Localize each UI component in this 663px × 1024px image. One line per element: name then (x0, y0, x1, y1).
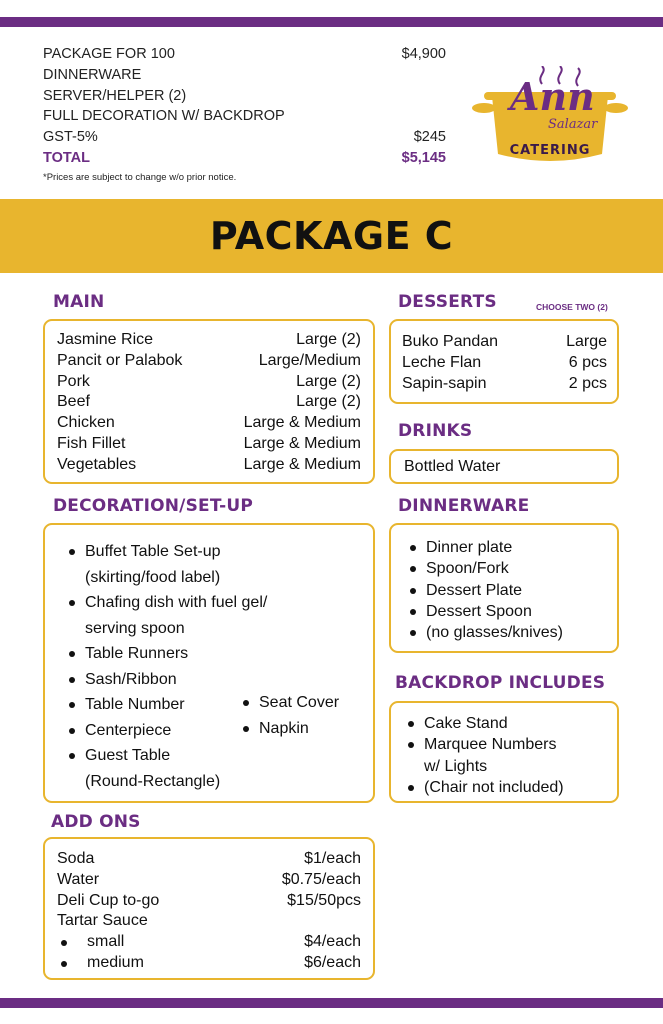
list-item: Table Number (65, 692, 363, 718)
addons-box (43, 837, 375, 980)
bottom-bar (0, 998, 663, 1008)
list-item: Dessert Spoon (406, 601, 611, 622)
decoration-list-right (239, 690, 339, 741)
summary-row: SERVER/HELPER (2) (43, 87, 187, 104)
decoration-box (43, 523, 375, 803)
list-item: (no glasses/knives) (406, 622, 611, 643)
addon-row: Soda $1/each (57, 850, 361, 867)
dinnerware-title: DINNERWARE (398, 496, 530, 516)
main-row: Beef Large (2) (57, 393, 361, 411)
main-row: Fish Fillet Large & Medium (57, 434, 361, 452)
summary-row: DINNERWARE (43, 66, 142, 83)
addon-sub-item: small $4/each (57, 932, 361, 953)
top-bar (0, 17, 663, 27)
main-row: Vegetables Large & Medium (57, 455, 361, 473)
drinks-title: DRINKS (398, 421, 473, 441)
main-row: Pancit or Palabok Large/Medium (57, 351, 361, 369)
desserts-note: CHOOSE TWO (2) (536, 302, 608, 312)
catering-logo (470, 66, 630, 176)
summary-row: GST-5% $245 (43, 129, 446, 146)
summary-row: FULL DECORATION W/ BACKDROP (43, 108, 285, 125)
addon-row: Deli Cup to-go $15/50pcs (57, 891, 361, 909)
dessert-row: Sapin-sapin 2 pcs (402, 374, 607, 392)
decoration-title: DECORATION/SET-UP (53, 496, 254, 516)
main-row: Chicken Large & Medium (57, 414, 361, 432)
logo-name: Ann (510, 74, 595, 119)
list-item: Chafing dish with fuel gel/ (65, 590, 363, 616)
dinnerware-box (389, 523, 619, 653)
drink-row: Bottled Water (404, 458, 501, 475)
backdrop-title: BACKDROP INCLUDES (395, 673, 606, 693)
list-item: Buffet Table Set-up (65, 539, 363, 565)
list-item: (Chair not included) (404, 777, 613, 798)
drinks-box (389, 449, 619, 484)
main-row: Pork Large (2) (57, 372, 361, 390)
list-item: Cake Stand (404, 713, 613, 734)
addons-title: ADD ONS (51, 812, 141, 832)
logo-tag: CATERING (509, 143, 591, 158)
list-item-continued: (skirting/food label) (85, 568, 221, 586)
list-item: Dinner plate (406, 537, 611, 558)
addon-sub-list (57, 932, 361, 974)
list-item: Spoon/Fork (406, 558, 611, 579)
main-box (43, 319, 375, 484)
addon-sub-item: medium $6/each (57, 953, 361, 974)
decoration-list (65, 539, 363, 794)
main-title: MAIN (53, 292, 105, 312)
list-item: Seat Cover (239, 690, 339, 716)
desserts-box (389, 319, 619, 404)
price-note: *Prices are subject to change w/o prior notice. (43, 171, 237, 183)
list-item-continued: serving spoon (85, 619, 185, 637)
dinnerware-list (406, 537, 611, 643)
list-item: Dessert Plate (406, 580, 611, 601)
list-item: Napkin (239, 716, 339, 742)
list-item-continued: (Round-Rectangle) (85, 772, 221, 790)
dessert-row: Buko Pandan Large (402, 333, 607, 350)
backdrop-box (389, 701, 619, 803)
logo-surname: Salazar (548, 117, 598, 132)
summary-row: PACKAGE FOR 100 $4,900 (43, 46, 446, 62)
list-item: Marquee Numbers (404, 734, 613, 755)
dessert-row: Leche Flan 6 pcs (402, 353, 607, 371)
addon-row: Tartar Sauce (57, 912, 148, 930)
list-item: Table Runners (65, 641, 363, 667)
price-summary (43, 44, 446, 183)
page-title: PACKAGE C (209, 214, 454, 258)
list-item-continued: w/ Lights (424, 757, 488, 775)
summary-total-row: TOTAL $5,145 (43, 149, 446, 166)
backdrop-list (404, 713, 613, 798)
list-item: Sash/Ribbon (65, 667, 363, 693)
list-item: Centerpiece (65, 718, 363, 744)
addon-row: Water $0.75/each (57, 870, 361, 888)
main-row: Jasmine Rice Large (2) (57, 331, 361, 348)
list-item: Guest Table (65, 743, 363, 769)
title-band (0, 199, 663, 273)
desserts-title: DESSERTS (398, 292, 497, 312)
